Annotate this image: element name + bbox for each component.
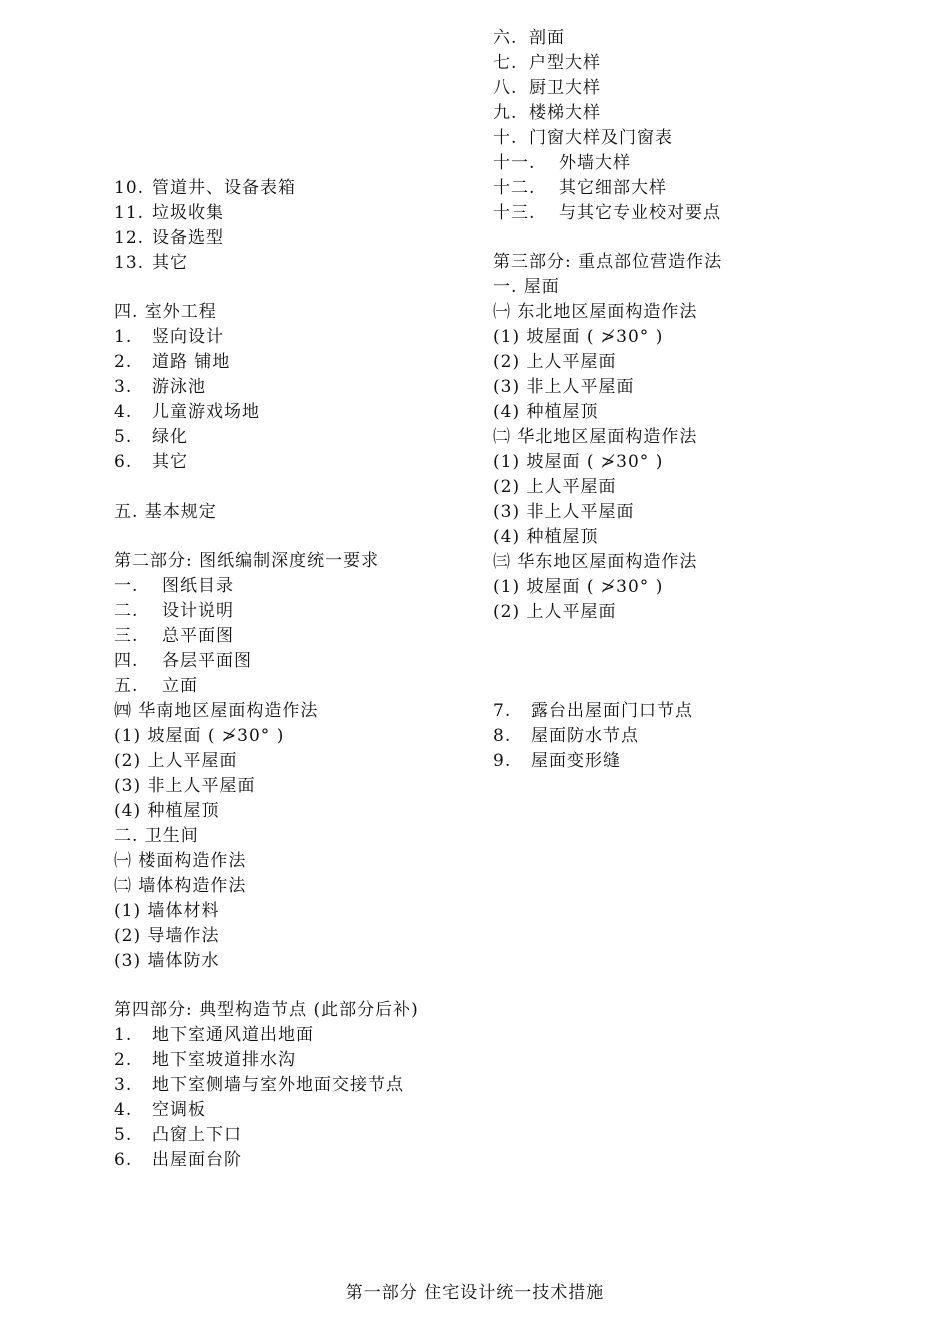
list-item: 4. 儿童游戏场地 bbox=[114, 402, 260, 422]
list-item: 十. 门窗大样及门窗表 bbox=[493, 128, 673, 148]
list-item: 一. 图纸目录 bbox=[114, 576, 234, 596]
list-item: 11. 垃圾收集 bbox=[114, 203, 224, 223]
list-item: 二. 卫生间 bbox=[114, 826, 199, 846]
list-item: 6. 其它 bbox=[114, 452, 188, 472]
part-heading: 第三部分: 重点部位营造作法 bbox=[493, 252, 723, 272]
section-heading: 四. 室外工程 bbox=[114, 302, 217, 322]
list-item: 7. 露台出屋面门口节点 bbox=[493, 701, 693, 721]
page-footer: 第一部分 住宅设计统一技术措施 bbox=[345, 1283, 605, 1303]
list-item: 九. 楼梯大样 bbox=[493, 103, 601, 123]
list-item: ㈡ 华北地区屋面构造作法 bbox=[493, 427, 698, 447]
list-item: 3. 地下室侧墙与室外地面交接节点 bbox=[114, 1075, 404, 1095]
list-item: 2. 地下室坡道排水沟 bbox=[114, 1050, 296, 1070]
part-heading: 第二部分: 图纸编制深度统一要求 bbox=[114, 551, 380, 571]
list-item: 十二. 其它细部大样 bbox=[493, 178, 667, 198]
list-item: 五. 立面 bbox=[114, 676, 198, 696]
list-item: ㈢ 华东地区屋面构造作法 bbox=[493, 552, 698, 572]
list-item: 1. 地下室通风道出地面 bbox=[114, 1025, 314, 1045]
list-item: (2) 上人平屋面 bbox=[493, 602, 617, 622]
list-item: 二. 设计说明 bbox=[114, 601, 234, 621]
list-item: 十三. 与其它专业校对要点 bbox=[493, 203, 721, 223]
list-item: ㈠ 东北地区屋面构造作法 bbox=[493, 302, 698, 322]
list-item: 十一. 外墙大样 bbox=[493, 153, 631, 173]
part-heading: 第四部分: 典型构造节点 (此部分后补) bbox=[114, 1000, 419, 1020]
list-item: 5. 凸窗上下口 bbox=[114, 1125, 242, 1145]
list-item: (1) 坡屋面 ( ≯30° ) bbox=[493, 577, 664, 597]
list-item: 3. 游泳池 bbox=[114, 377, 206, 397]
list-item: 4. 空调板 bbox=[114, 1100, 206, 1120]
list-item: 一. 屋面 bbox=[493, 277, 560, 297]
list-item: (1) 坡屋面 ( ≯30° ) bbox=[114, 726, 285, 746]
list-item: (2) 上人平屋面 bbox=[493, 352, 617, 372]
list-item: 8. 屋面防水节点 bbox=[493, 726, 639, 746]
list-item: (3) 非上人平屋面 bbox=[493, 502, 635, 522]
list-item: (4) 种植屋顶 bbox=[493, 527, 599, 547]
list-item: 2. 道路 铺地 bbox=[114, 352, 231, 372]
list-item: ㈠ 楼面构造作法 bbox=[114, 851, 247, 871]
list-item: (3) 非上人平屋面 bbox=[493, 377, 635, 397]
list-item: 三. 总平面图 bbox=[114, 626, 234, 646]
list-item: (4) 种植屋顶 bbox=[493, 402, 599, 422]
list-item: (3) 非上人平屋面 bbox=[114, 776, 256, 796]
list-item: 9. 屋面变形缝 bbox=[493, 751, 621, 771]
list-item: 1. 竖向设计 bbox=[114, 327, 224, 347]
list-item: 八. 厨卫大样 bbox=[493, 78, 601, 98]
list-item: ㈡ 墙体构造作法 bbox=[114, 876, 247, 896]
list-item: (2) 上人平屋面 bbox=[114, 751, 238, 771]
list-item: 6. 出屋面台阶 bbox=[114, 1150, 242, 1170]
list-item: ㈣ 华南地区屋面构造作法 bbox=[114, 701, 319, 721]
list-item: (1) 坡屋面 ( ≯30° ) bbox=[493, 327, 664, 347]
list-item: 5. 绿化 bbox=[114, 427, 188, 447]
list-item: (1) 墙体材料 bbox=[114, 901, 220, 921]
list-item: 12. 设备选型 bbox=[114, 228, 224, 248]
list-item: (2) 上人平屋面 bbox=[493, 477, 617, 497]
list-item: 13. 其它 bbox=[114, 253, 188, 273]
list-item: (2) 导墙作法 bbox=[114, 926, 220, 946]
list-item: 六. 剖面 bbox=[493, 28, 565, 48]
list-item: (3) 墙体防水 bbox=[114, 951, 220, 971]
list-item: (1) 坡屋面 ( ≯30° ) bbox=[493, 452, 664, 472]
list-item: 10. 管道井、设备表箱 bbox=[114, 178, 296, 198]
list-item: (4) 种植屋顶 bbox=[114, 801, 220, 821]
section-heading: 五. 基本规定 bbox=[114, 502, 217, 522]
list-item: 四. 各层平面图 bbox=[114, 651, 252, 671]
list-item: 七. 户型大样 bbox=[493, 53, 601, 73]
